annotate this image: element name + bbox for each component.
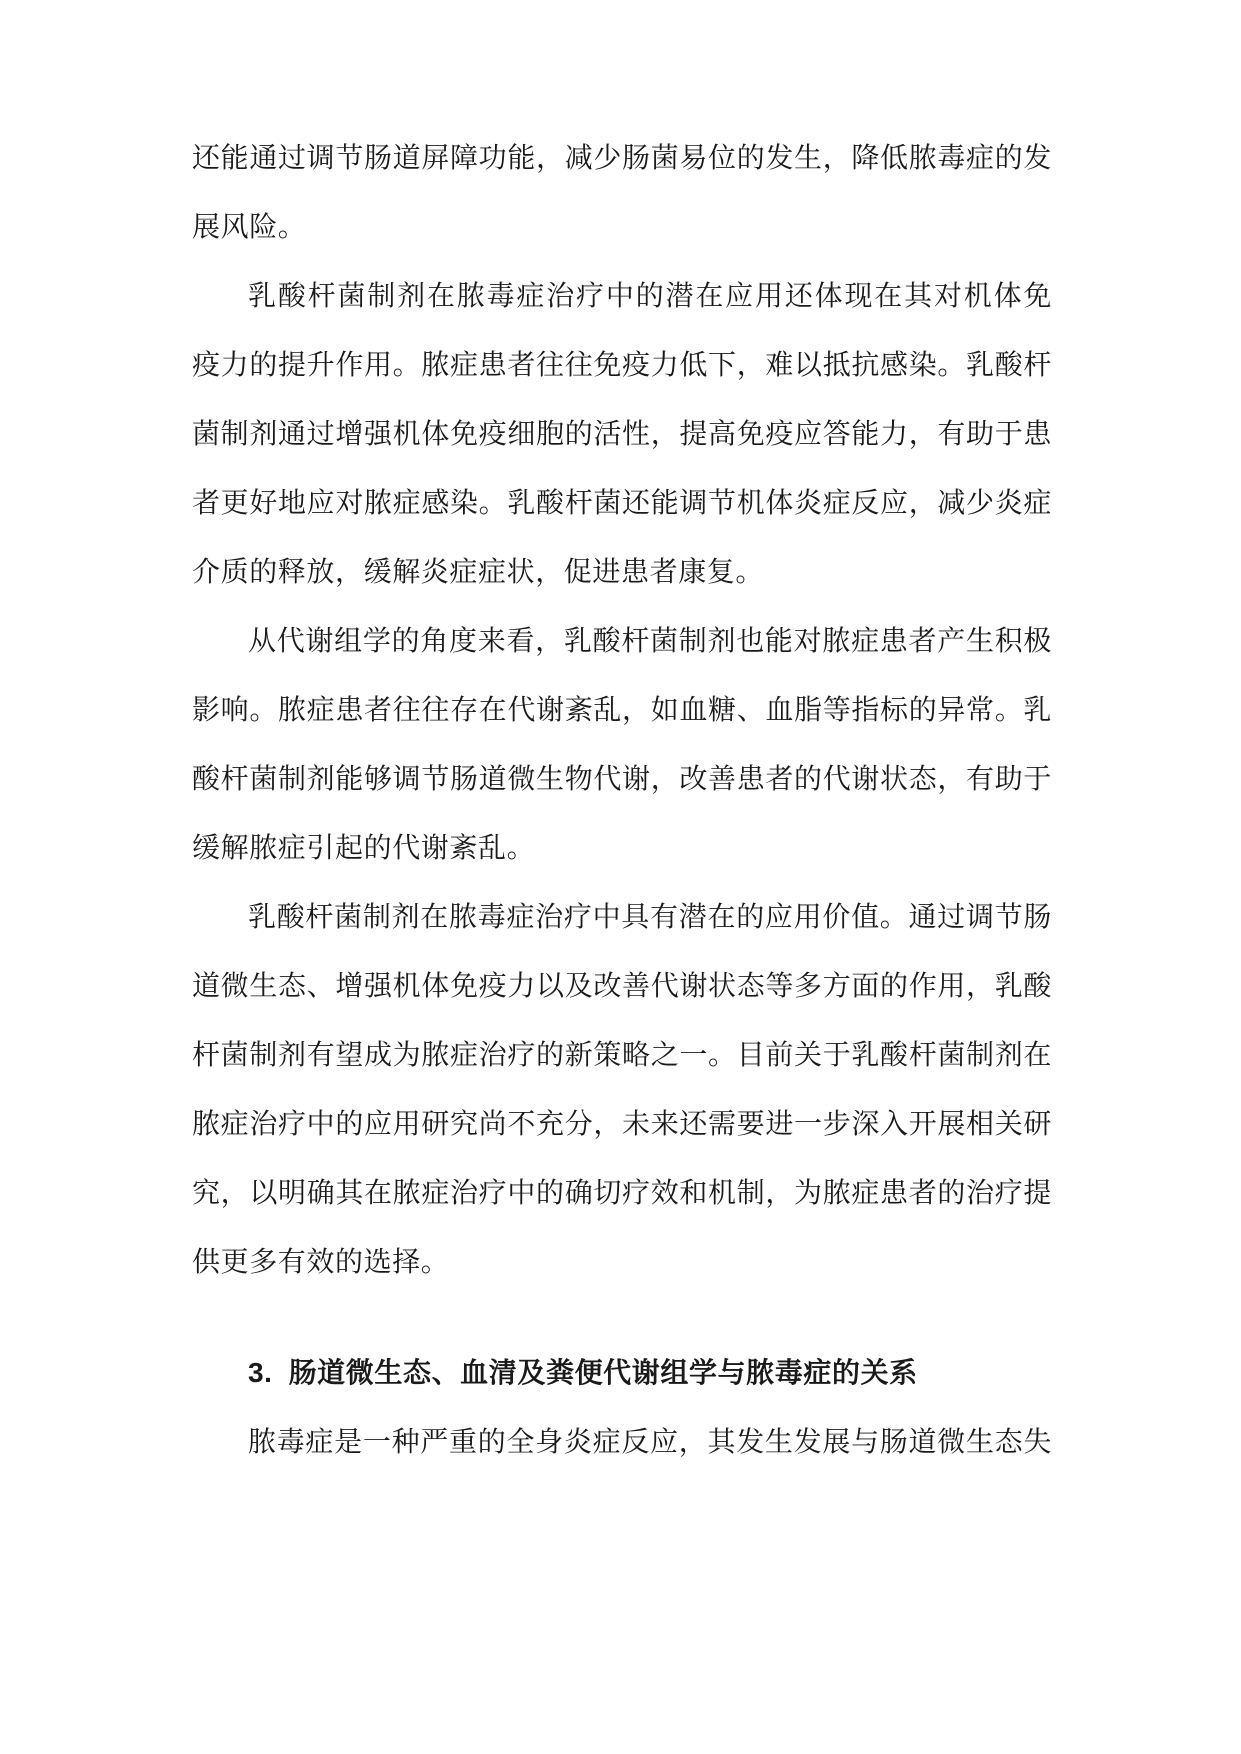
section-heading — [248, 1353, 918, 1393]
paragraph-2-line-4: 者更好地应对脓症感染。乳酸杆菌还能调节机体炎症反应，减少炎症 — [192, 486, 1052, 519]
paragraph-4-line-2: 道微生态、增强机体免疫力以及改善代谢状态等多方面的作用，乳酸 — [192, 969, 1052, 1002]
paragraph-3-line-2: 影响。脓症患者往往存在代谢紊乱，如血糖、血脂等指标的异常。乳 — [192, 693, 1052, 726]
paragraph-4-line-3: 杆菌制剂有望成为脓症治疗的新策略之一。目前关于乳酸杆菌制剂在 — [192, 1038, 1052, 1071]
paragraph-4-line-5: 究，以明确其在脓症治疗中的确切疗效和机制，为脓症患者的治疗提 — [192, 1176, 1052, 1209]
paragraph-4-line-6: 供更多有效的选择。 — [192, 1245, 450, 1278]
paragraph-3-line-1: 从代谢组学的角度来看，乳酸杆菌制剂也能对脓症患者产生积极 — [248, 624, 1052, 657]
paragraph-1-line-2: 展风险。 — [192, 210, 307, 243]
paragraph-4-line-4: 脓症治疗中的应用研究尚不充分，未来还需要进一步深入开展相关研 — [192, 1107, 1052, 1140]
paragraph-4-line-1: 乳酸杆菌制剂在脓毒症治疗中具有潜在的应用价值。通过调节肠 — [248, 900, 1052, 933]
paragraph-2-line-5: 介质的释放，缓解炎症症状，促进患者康复。 — [192, 555, 765, 588]
paragraph-2-line-2: 疫力的提升作用。脓症患者往往免疫力低下，难以抵抗感染。乳酸杆 — [192, 348, 1052, 381]
paragraph-1-line-1: 还能通过调节肠道屏障功能，减少肠菌易位的发生，降低脓毒症的发 — [192, 141, 1052, 174]
paragraph-3-line-4: 缓解脓症引起的代谢紊乱。 — [192, 831, 536, 864]
paragraph-3-line-3: 酸杆菌制剂能够调节肠道微生物代谢，改善患者的代谢状态，有助于 — [192, 762, 1052, 795]
paragraph-2-line-1: 乳酸杆菌制剂在脓毒症治疗中的潜在应用还体现在其对机体免 — [248, 279, 1052, 312]
paragraph-5-line-1: 脓毒症是一种严重的全身炎症反应，其发生发展与肠道微生态失 — [248, 1425, 1052, 1458]
section-title: 肠道微生态、血清及粪便代谢组学与脓毒症的关系 — [288, 1356, 918, 1389]
paragraph-2-line-3: 菌制剂通过增强机体免疫细胞的活性，提高免疫应答能力，有助于患 — [192, 417, 1052, 450]
section-number: 3. — [248, 1357, 273, 1388]
